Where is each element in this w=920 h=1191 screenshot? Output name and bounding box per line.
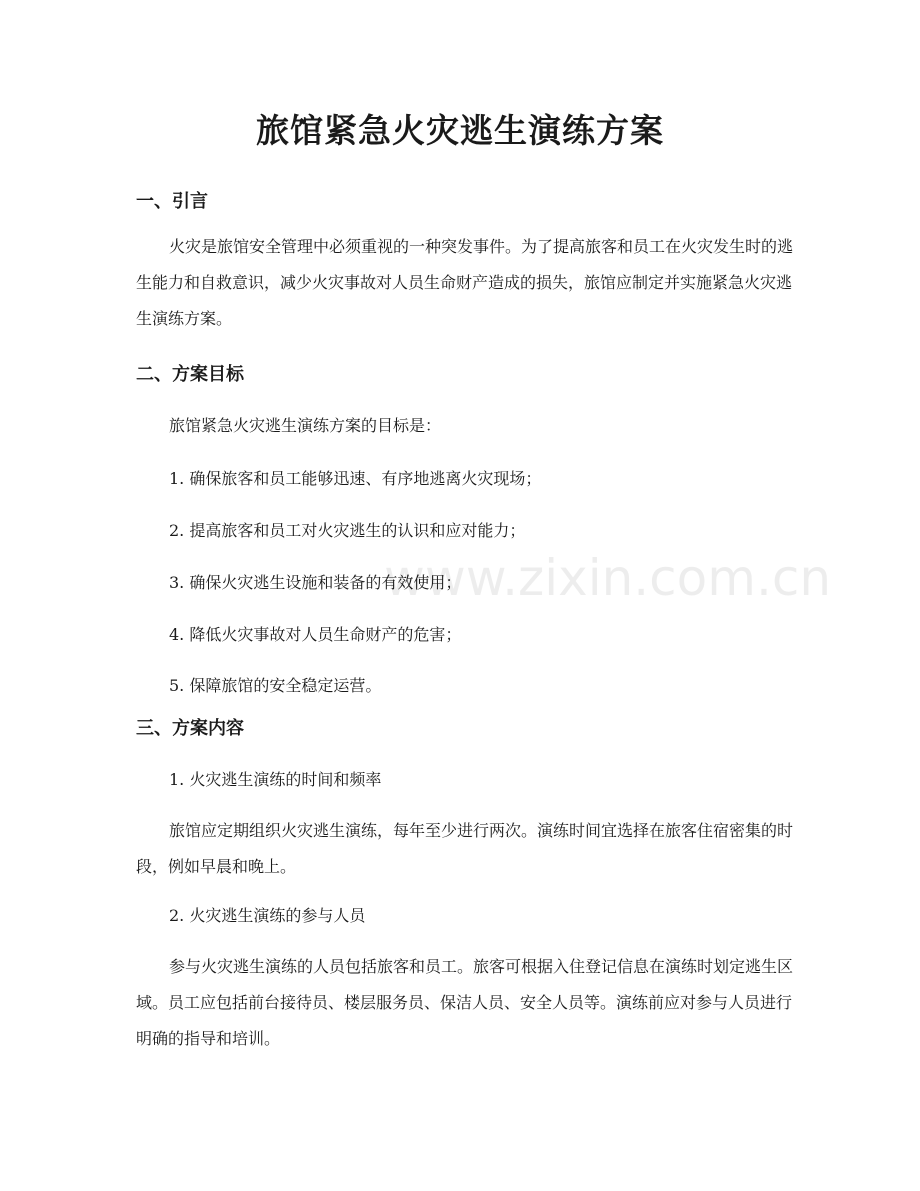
content-subheading-1: 1. 火灾逃生演练的时间和频率 — [169, 770, 382, 789]
goal-item-1: 1. 确保旅客和员工能够迅速、有序地逃离火灾现场； — [169, 469, 542, 488]
goal-item-5: 5. 保障旅馆的安全稳定运营。 — [169, 676, 382, 695]
document-title: 旅馆紧急火灾逃生演练方案 — [256, 111, 664, 150]
goals-lead-paragraph: 旅馆紧急火灾逃生演练方案的目标是： — [169, 416, 442, 435]
section-heading-content: 三、方案内容 — [136, 718, 244, 739]
content-subheading-2: 2. 火灾逃生演练的参与人员 — [169, 906, 366, 925]
goal-item-4: 4. 降低火灾事故对人员生命财产的危害； — [169, 625, 462, 644]
intro-paragraph: 火灾是旅馆安全管理中必须重视的一种突发事件。为了提高旅客和员工在火灾发生时的逃生能力和自救意识，减少火灾事故对人员生命财产造成的损失，旅馆应制定并实施紧急火灾逃生演练方案。 — [136, 237, 794, 328]
watermark: www.zixin.com.cn — [384, 549, 832, 607]
section-heading-goals: 二、方案目标 — [136, 364, 244, 385]
section-heading-intro: 一、引言 — [136, 191, 208, 212]
content-paragraph-1: 旅馆应定期组织火灾逃生演练，每年至少进行两次。演练时间宜选择在旅客住宿密集的时段，例如早晨和晚上。 — [136, 821, 794, 876]
goal-item-3: 3. 确保火灾逃生设施和装备的有效使用； — [169, 573, 462, 592]
goal-item-2: 2. 提高旅客和员工对火灾逃生的认识和应对能力； — [169, 521, 526, 540]
content-paragraph-2: 参与火灾逃生演练的人员包括旅客和员工。旅客可根据入住登记信息在演练时划定逃生区域。员工应包括前台接待员、楼层服务员、保洁人员、安全人员等。演练前应对参与人员进行明确的指导和培训。 — [136, 957, 794, 1048]
